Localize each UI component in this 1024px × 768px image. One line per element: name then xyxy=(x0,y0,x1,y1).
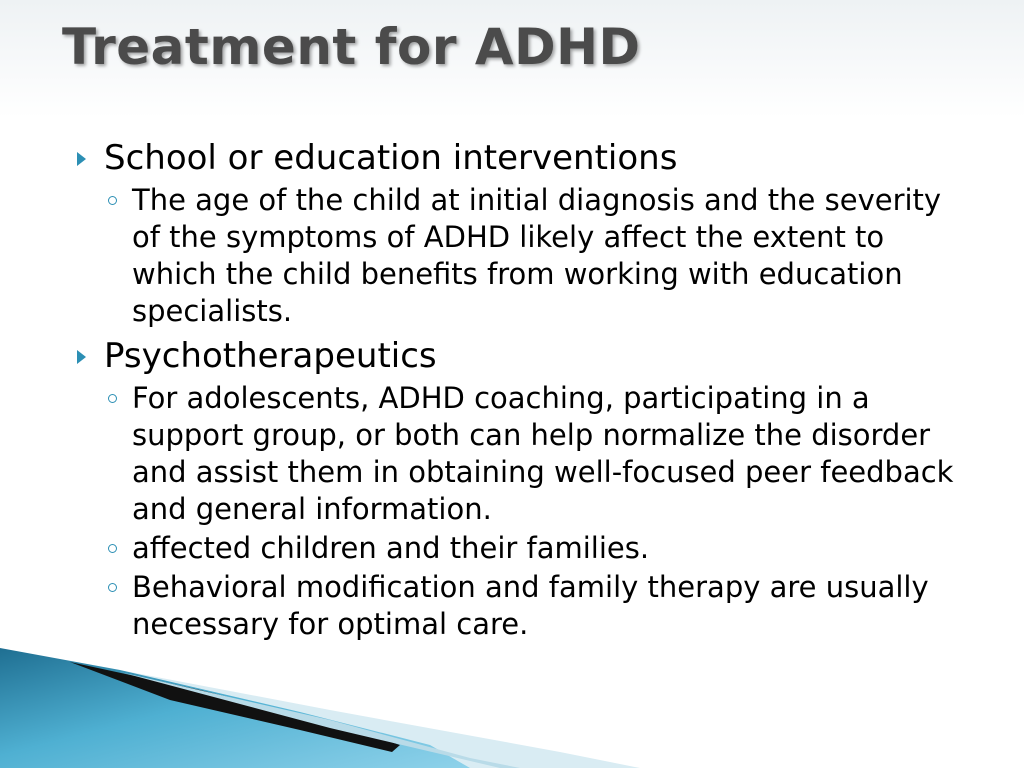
sub-bullet-text: affected children and their families. xyxy=(132,531,650,565)
sub-bullet-text: For adolescents, ADHD coaching, participating in a support group, or both can help normalize the disorder and assist them in obtaining well-focused peer feedback and general information. xyxy=(132,381,954,526)
sub-bullet-text: The age of the child at initial diagnosis and the severity of the symptoms of ADHD likely affect the extent to which the child benefits from working with education specialists. xyxy=(132,183,942,328)
bullet-text: School or education interventions xyxy=(104,138,678,178)
bullet-text: Psychotherapeutics xyxy=(104,336,437,376)
sub-bullet-text: Behavioral modification and family therapy are usually necessary for optimal care. xyxy=(132,570,929,641)
slide-title: Treatment for ADHD xyxy=(62,18,641,76)
